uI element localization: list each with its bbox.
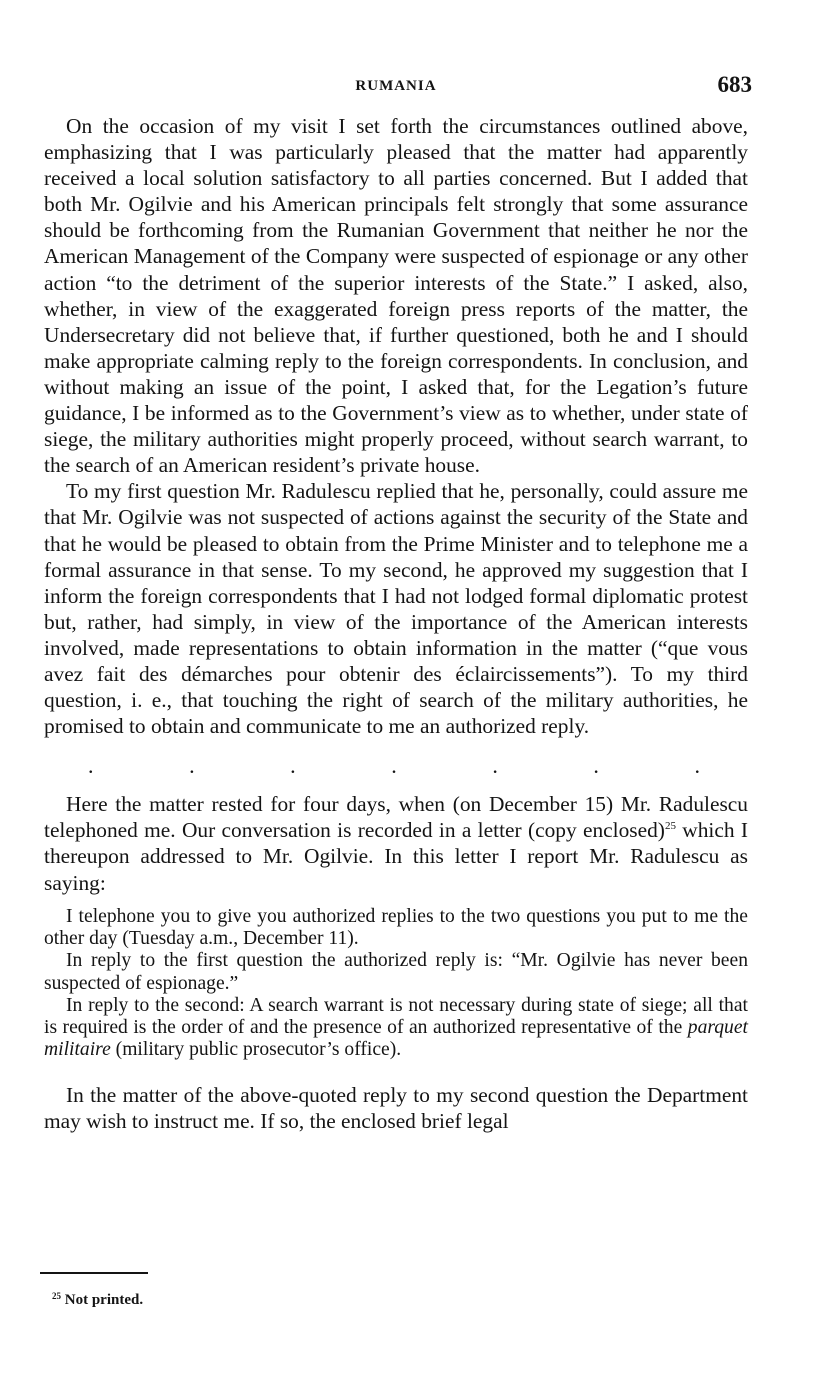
ellipsis-dot: . [88, 753, 94, 779]
page-number: 683 [717, 72, 752, 97]
footnote-text: Not printed. [64, 1292, 144, 1308]
footnote-reference: 25 [664, 820, 676, 833]
paragraph-2: To my first question Mr. Radulescu replied that he, personally, could assure me that Mr. Ogilvie was not suspected of actions against the security of the State and that he would be pleased to obtain from the Prime Minister and to telephone me a formal assurance in that sense. To my second, he approved my suggestion that I inform the foreign correspondents that I had not lodged formal diplomatic protest but, rather, had simply, in view of the importance of the American interests involved, made representations to obtain information in the matter (“que vous avez fait des démarches pour obtenir des éclaircissements”). To my third question, i. e., that touching the right of search of the military authorities, he promised to obtain and communicate to me an authorized reply. [44, 479, 748, 739]
paragraph-3-text-cont: which I thereupon addressed to Mr. Ogilvie. In this letter I report Mr. Radulescu as saying: [44, 818, 748, 895]
quoted-letter [44, 906, 748, 1062]
ellipsis-dot: . [593, 753, 599, 779]
paragraph-3 [44, 791, 748, 895]
quote-text: In reply to the second: A search warrant is not necessary during state of siege; all that is required is the order of and the presence of an authorized representative of the [44, 994, 748, 1039]
page-header [40, 74, 752, 104]
body-text [44, 113, 748, 1134]
quote-paragraph-1: I telephone you to give you authorized replies to the two questions you put to me the other day (Tuesday a.m., December 11). [44, 905, 748, 949]
ellipsis-dot: . [290, 753, 296, 779]
italic-term: parquet militaire [44, 1017, 748, 1061]
footnote-marker: 25 [52, 1291, 61, 1301]
paragraph-4: In the matter of the above-quoted reply to my second question the Department may wish to instruct me. If so, the enclosed brief legal [44, 1082, 748, 1133]
ellipsis-dot: . [492, 753, 498, 779]
ellipsis-dot: . [189, 753, 195, 779]
ellipsis-dot: . [694, 753, 700, 779]
paragraph-1: On the occasion of my visit I set forth the circumstances outlined above, emphasizing that I was particularly pleased that the matter had apparently received a local solution satisfactory to all parties concerned. But I added that both Mr. Ogilvie and his American principals felt strongly that some assurance should be forthcoming from the Rumanian Government that neither he nor the American Management of the Company were suspected of espionage or any other action “to the detriment of the superior interests of the State.” I asked, also, whether, in view of the exaggerated foreign press reports of the matter, the Undersecretary did not believe that, if further questioned, both he and I should make appropriate calming reply to the foreign correspondents. In conclusion, and without making an issue of the point, I asked that, for the Legation’s future guidance, I be informed as to the Government’s view as to whether, under state of siege, the military authorities might properly proceed, without search warrant, to the search of an American resident’s private house. [44, 114, 748, 478]
footnote-divider [40, 1272, 148, 1274]
quote-paragraph-3 [44, 995, 748, 1062]
running-head: RUMANIA [355, 78, 437, 94]
footnote [52, 1292, 143, 1309]
quote-text-cont: (military public prosecutor’s office). [115, 1039, 402, 1061]
ellipsis-dot: . [391, 753, 397, 779]
paragraph-3-text: Here the matter rested for four days, when (on December 15) Mr. Radulescu telephoned me. Our conversation is recorded in a letter (copy enclosed) [44, 792, 748, 843]
quote-paragraph-2: In reply to the first question the authorized reply is: “Mr. Ogilvie has never been suspected of espionage.” [44, 950, 748, 994]
ellipsis-row [44, 755, 748, 777]
